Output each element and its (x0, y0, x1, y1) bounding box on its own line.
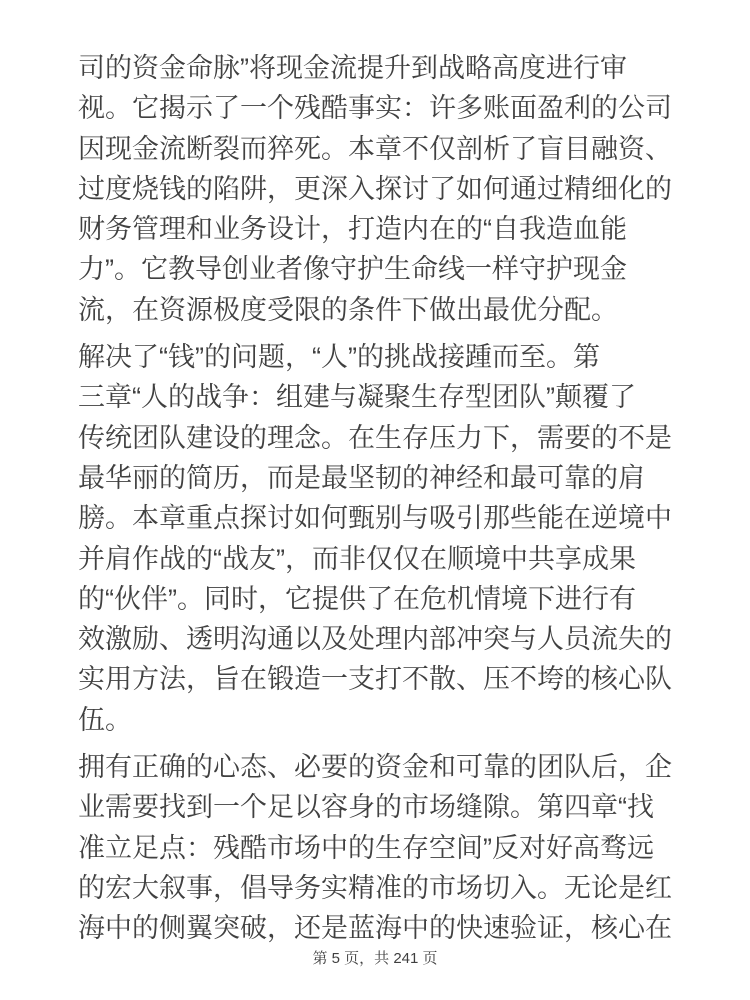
text-line: 视。它揭示了一个残酷事实：许多账面盈利的公司 (78, 93, 672, 124)
text-line: 效激励、透明沟通以及处理内部冲突与人员流失的 (78, 624, 672, 655)
text-line: 准立足点：残酷市场中的生存空间”反对好高骛远 (78, 832, 654, 863)
text-line: 财务管理和业务设计，打造内在的“自我造血能 (78, 214, 627, 245)
text-line: 过度烧钱的陷阱，更深入探讨了如何通过精细化的 (78, 173, 672, 204)
text-line: 伍。 (78, 704, 132, 735)
page-number-indicator: 第 5 页，共 241 页 (312, 949, 438, 967)
text-line: 的宏大叙事，倡导务实精准的市场切入。无论是红 (78, 872, 672, 903)
text-line: 实用方法，旨在锻造一支打不散、压不垮的核心队 (78, 664, 672, 695)
text-line: 海中的侧翼突破，还是蓝海中的快速验证，核心在 (78, 913, 672, 944)
paragraph (78, 337, 680, 740)
text-line: 三章“人的战争：组建与凝聚生存型团队”颠覆了 (78, 382, 636, 413)
text-line: 力”。它教导创业者像守护生命线一样守护现金 (78, 254, 627, 285)
text-line: 司的资金命脉”将现金流提升到战略高度进行审 (78, 53, 627, 83)
paragraph (78, 48, 680, 330)
text-line: 膀。本章重点探讨如何甄别与吸引那些能在逆境中 (78, 503, 672, 534)
paragraph (78, 747, 680, 948)
text-line: 的“伙伴”。同时，它提供了在危机情境下进行有 (78, 583, 636, 614)
text-line: 业需要找到一个足以容身的市场缝隙。第四章“找 (78, 792, 654, 823)
text-line: 传统团队建设的理念。在生存压力下，需要的不是 (78, 422, 672, 453)
text-line: 最华丽的简历，而是最坚韧的神经和最可靠的肩 (78, 462, 645, 493)
text-line: 拥有正确的心态、必要的资金和可靠的团队后，企 (78, 752, 672, 783)
text-line: 并肩作战的“战友”，而非仅仅在顺境中共享成果 (78, 543, 636, 574)
text-line: 解决了“钱”的问题，“人”的挑战接踵而至。第 (78, 342, 600, 373)
text-line: 因现金流断裂而猝死。本章不仅剖析了盲目融资、 (78, 133, 672, 164)
text-line: 流，在资源极度受限的条件下做出最优分配。 (78, 294, 618, 325)
